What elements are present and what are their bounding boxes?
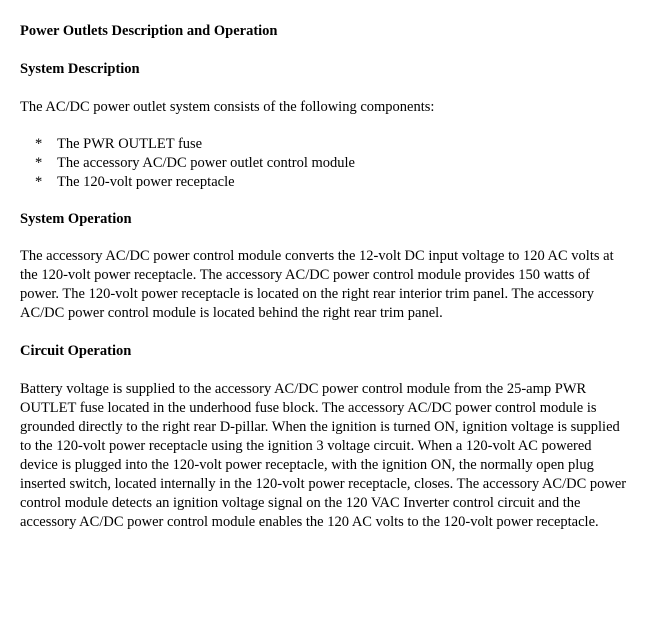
list-item-text: The PWR OUTLET fuse <box>57 136 203 152</box>
bullet-marker: * <box>35 174 43 190</box>
circuit-operation-heading: Circuit Operation <box>20 343 132 359</box>
bullet-marker: * <box>35 136 43 152</box>
circuit-operation-body: Battery voltage is supplied to the accessory AC/DC power control module from the 25-amp PWR OUTLET fuse located in the underhood fuse block. The accessory AC/DC power control module is grounded directly to the right rear D-pillar. When the ignition is turned ON, ignition voltage is supplied to the 120-volt power receptacle using the ignition 3 voltage circuit. When a 120-volt AC powered device is plugged into the 120-volt power receptacle, with the ignition ON, the normally open plug inserted switch, located internally in the 120-volt power receptacle, closes. The accessory AC/DC power control module detects an ignition voltage signal on the 120 VAC Inverter control circuit and the accessory AC/DC power control module enables the 120 AC volts to the 120-volt power receptacle. <box>20 381 627 530</box>
list-item-text: The accessory AC/DC power outlet control module <box>57 155 355 171</box>
component-list <box>20 135 630 192</box>
list-item <box>35 154 630 173</box>
system-description-heading: System Description <box>20 61 140 77</box>
list-item-text: The 120-volt power receptacle <box>57 174 235 190</box>
system-operation-heading: System Operation <box>20 211 132 227</box>
bullet-marker: * <box>35 155 43 171</box>
list-item <box>35 135 630 154</box>
list-item <box>35 173 630 192</box>
system-operation-body: The accessory AC/DC power control module converts the 12-volt DC input voltage to 120 AC volts at the 120-volt power receptacle. The accessory AC/DC power control module provides 150 watts of power. The 120-volt power receptacle is located on the right rear interior trim panel. The accessory AC/DC power control module is located behind the right rear trim panel. <box>20 248 614 321</box>
document-title: Power Outlets Description and Operation <box>20 23 278 39</box>
system-description-intro: The AC/DC power outlet system consists of the following components: <box>20 99 435 115</box>
